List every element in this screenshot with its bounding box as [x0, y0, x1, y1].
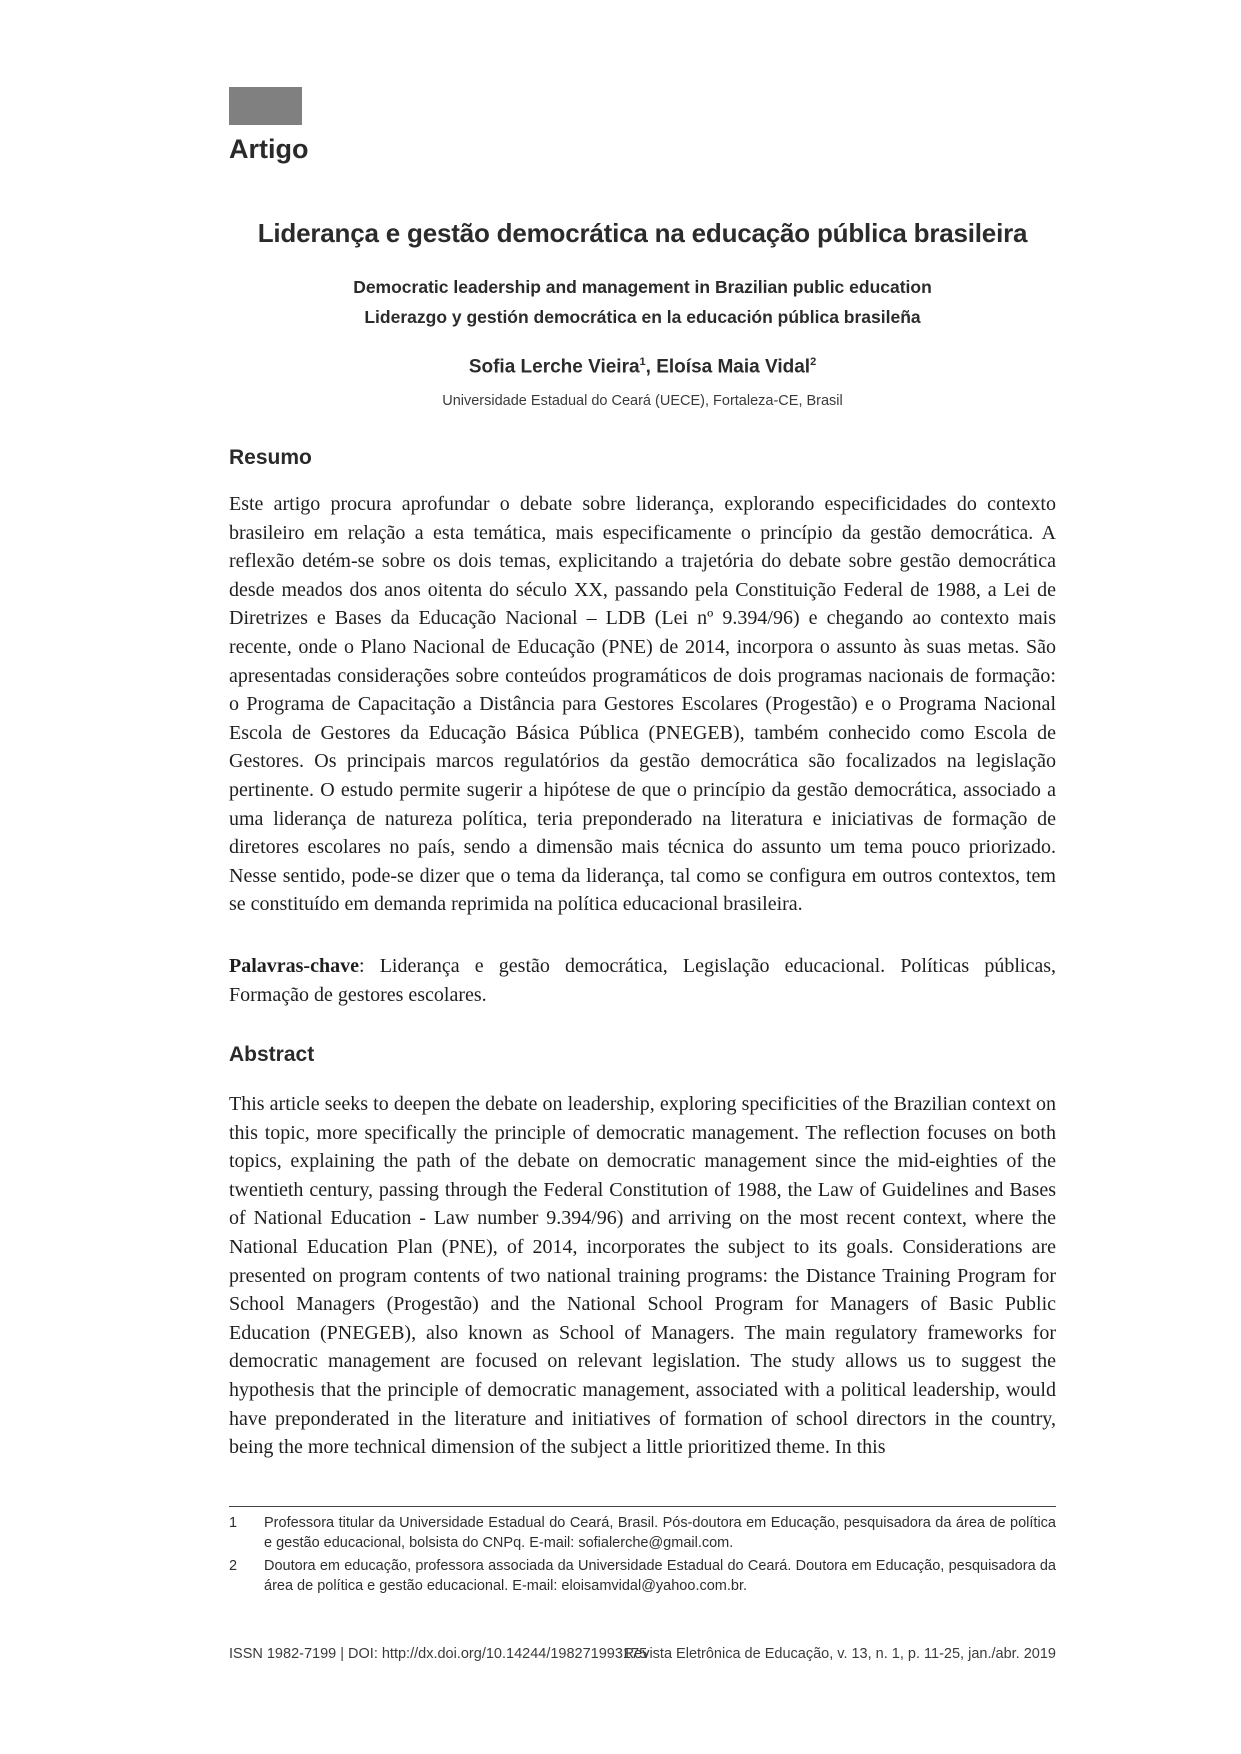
footer-citation: Revista Eletrônica de Educação, v. 13, n. 1, p. 11-25, jan./abr. 2019	[623, 1646, 1056, 1662]
abstract-heading: Abstract	[229, 1043, 315, 1066]
footnote-marker[interactable]: 2	[810, 356, 817, 368]
footnote	[229, 1513, 1056, 1553]
footnote-divider	[229, 1506, 1056, 1507]
subtitle-spanish: Liderazgo y gestión democrática en la educación pública brasileña	[364, 307, 921, 327]
author-name: Sofia Lerche Vieira	[468, 356, 640, 378]
footnote-marker[interactable]: 1	[639, 356, 646, 368]
keywords-list: : Liderança e gestão democrática, Legislação educacional. Políticas públicas, Formação de gestores escolares.	[229, 955, 1056, 1006]
article-title: Liderança e gestão democrática na educação pública brasileira	[257, 218, 1028, 248]
footnote-text: Doutora em educação, professora associada da Universidade Estadual do Ceará. Doutora em Educação, pesquisadora da área de política e gestão educacional. E-mail: eloisamvidal@yahoo.com.br.	[264, 1558, 1056, 1594]
footnote-text: Professora titular da Universidade Estadual do Ceará, Brasil. Pós-doutora em Educação, pesquisadora da área de política e gestão educacional, bolsista do CNPq. E-mail: sofialerche@gmail.com.	[264, 1515, 1056, 1551]
keywords-label: Palavras-chave	[229, 955, 359, 977]
abstract-paragraph: This article seeks to deepen the debate on leadership, exploring specificities of the Brazilian context on this topic, more specifically the principle of democratic management. The reflection focuses on both topics, explaining the path of the debate on democratic management since the mid-eighties of the twentieth century, passing through the Federal Constitution of 1988, the Law of Guidelines and Bases of National Education - Law number 9.394/96) and arriving on the most recent context, where the National Education Plan (PNE), of 2014, incorporates the subject to its goals. Considerations are presented on program contents of two national training programs: the Distance Training Program for School Managers (Progestão) and the National School Program for Managers of Basic Public Education (PNEGEB), also known as School of Managers. The main regulatory frameworks for democratic management are focused on relevant legislation. The study allows us to suggest the hypothesis that the principle of democratic management, associated with a political leadership, would have preponderated in the literature and initiatives of formation of school directors in the country, being the more technical dimension of the subject a little prioritized theme. In this	[229, 1093, 1056, 1459]
section-label: Artigo	[229, 134, 309, 164]
footnote	[229, 1556, 1056, 1596]
resumo-paragraph: Este artigo procura aprofundar o debate sobre liderança, explorando especificidades do contexto brasileiro em relação a esta temática, mais especificamente o princípio da gestão democrática. A reflexão detém-se sobre os dois temas, explicitando a trajetória do debate sobre gestão democrática desde meados dos anos oitenta do século XX, passando pela Constituição Federal de 1988, a Lei de Diretrizes e Bases da Educação Nacional – LDB (Lei nº 9.394/96) e chegando ao contexto mais recente, onde o Plano Nacional de Educação (PNE) de 2014, incorpora o assunto às suas metas. São apresentadas considerações sobre conteúdos programáticos de dois programas nacionais de formação: o Programa de Capacitação a Distância para Gestores Escolares (Progestão) e o Programa Nacional Escola de Gestores da Educação Básica Pública (PNEGEB), também conhecido como Escola de Gestores. Os principais marcos regulatórios da gestão democrática são focalizados na legislação pertinente. O estudo permite sugerir a hipótese de que o princípio da gestão democrática, associado a uma liderança de natureza política, teria preponderado na literatura e iniciativas de formação de diretores escolares no país, sendo a dimensão mais técnica do assunto um tema pouco priorizado. Nesse sentido, pode-se dizer que o tema da liderança, tal como se configura em outros contextos, tem se constituído em demanda reprimida na política educacional brasileira.	[229, 493, 1056, 916]
footer-issn-doi: ISSN 1982-7199 | DOI: http://dx.doi.org/10.14244/198271993175	[229, 1646, 648, 1662]
author-separator: ,	[645, 356, 657, 378]
author-affiliation: Universidade Estadual do Ceará (UECE), Fortaleza-CE, Brasil	[442, 393, 843, 409]
resumo-heading: Resumo	[229, 446, 312, 469]
keywords-paragraph	[229, 952, 1056, 1009]
section-marker-block	[229, 87, 302, 125]
footnote-number: 1	[229, 1515, 238, 1531]
author-name: Eloísa Maia Vidal	[656, 356, 811, 378]
subtitle-english: Democratic leadership and management in Brazilian public education	[353, 277, 932, 297]
author-list	[229, 356, 1056, 378]
footnote-number: 2	[229, 1558, 238, 1574]
